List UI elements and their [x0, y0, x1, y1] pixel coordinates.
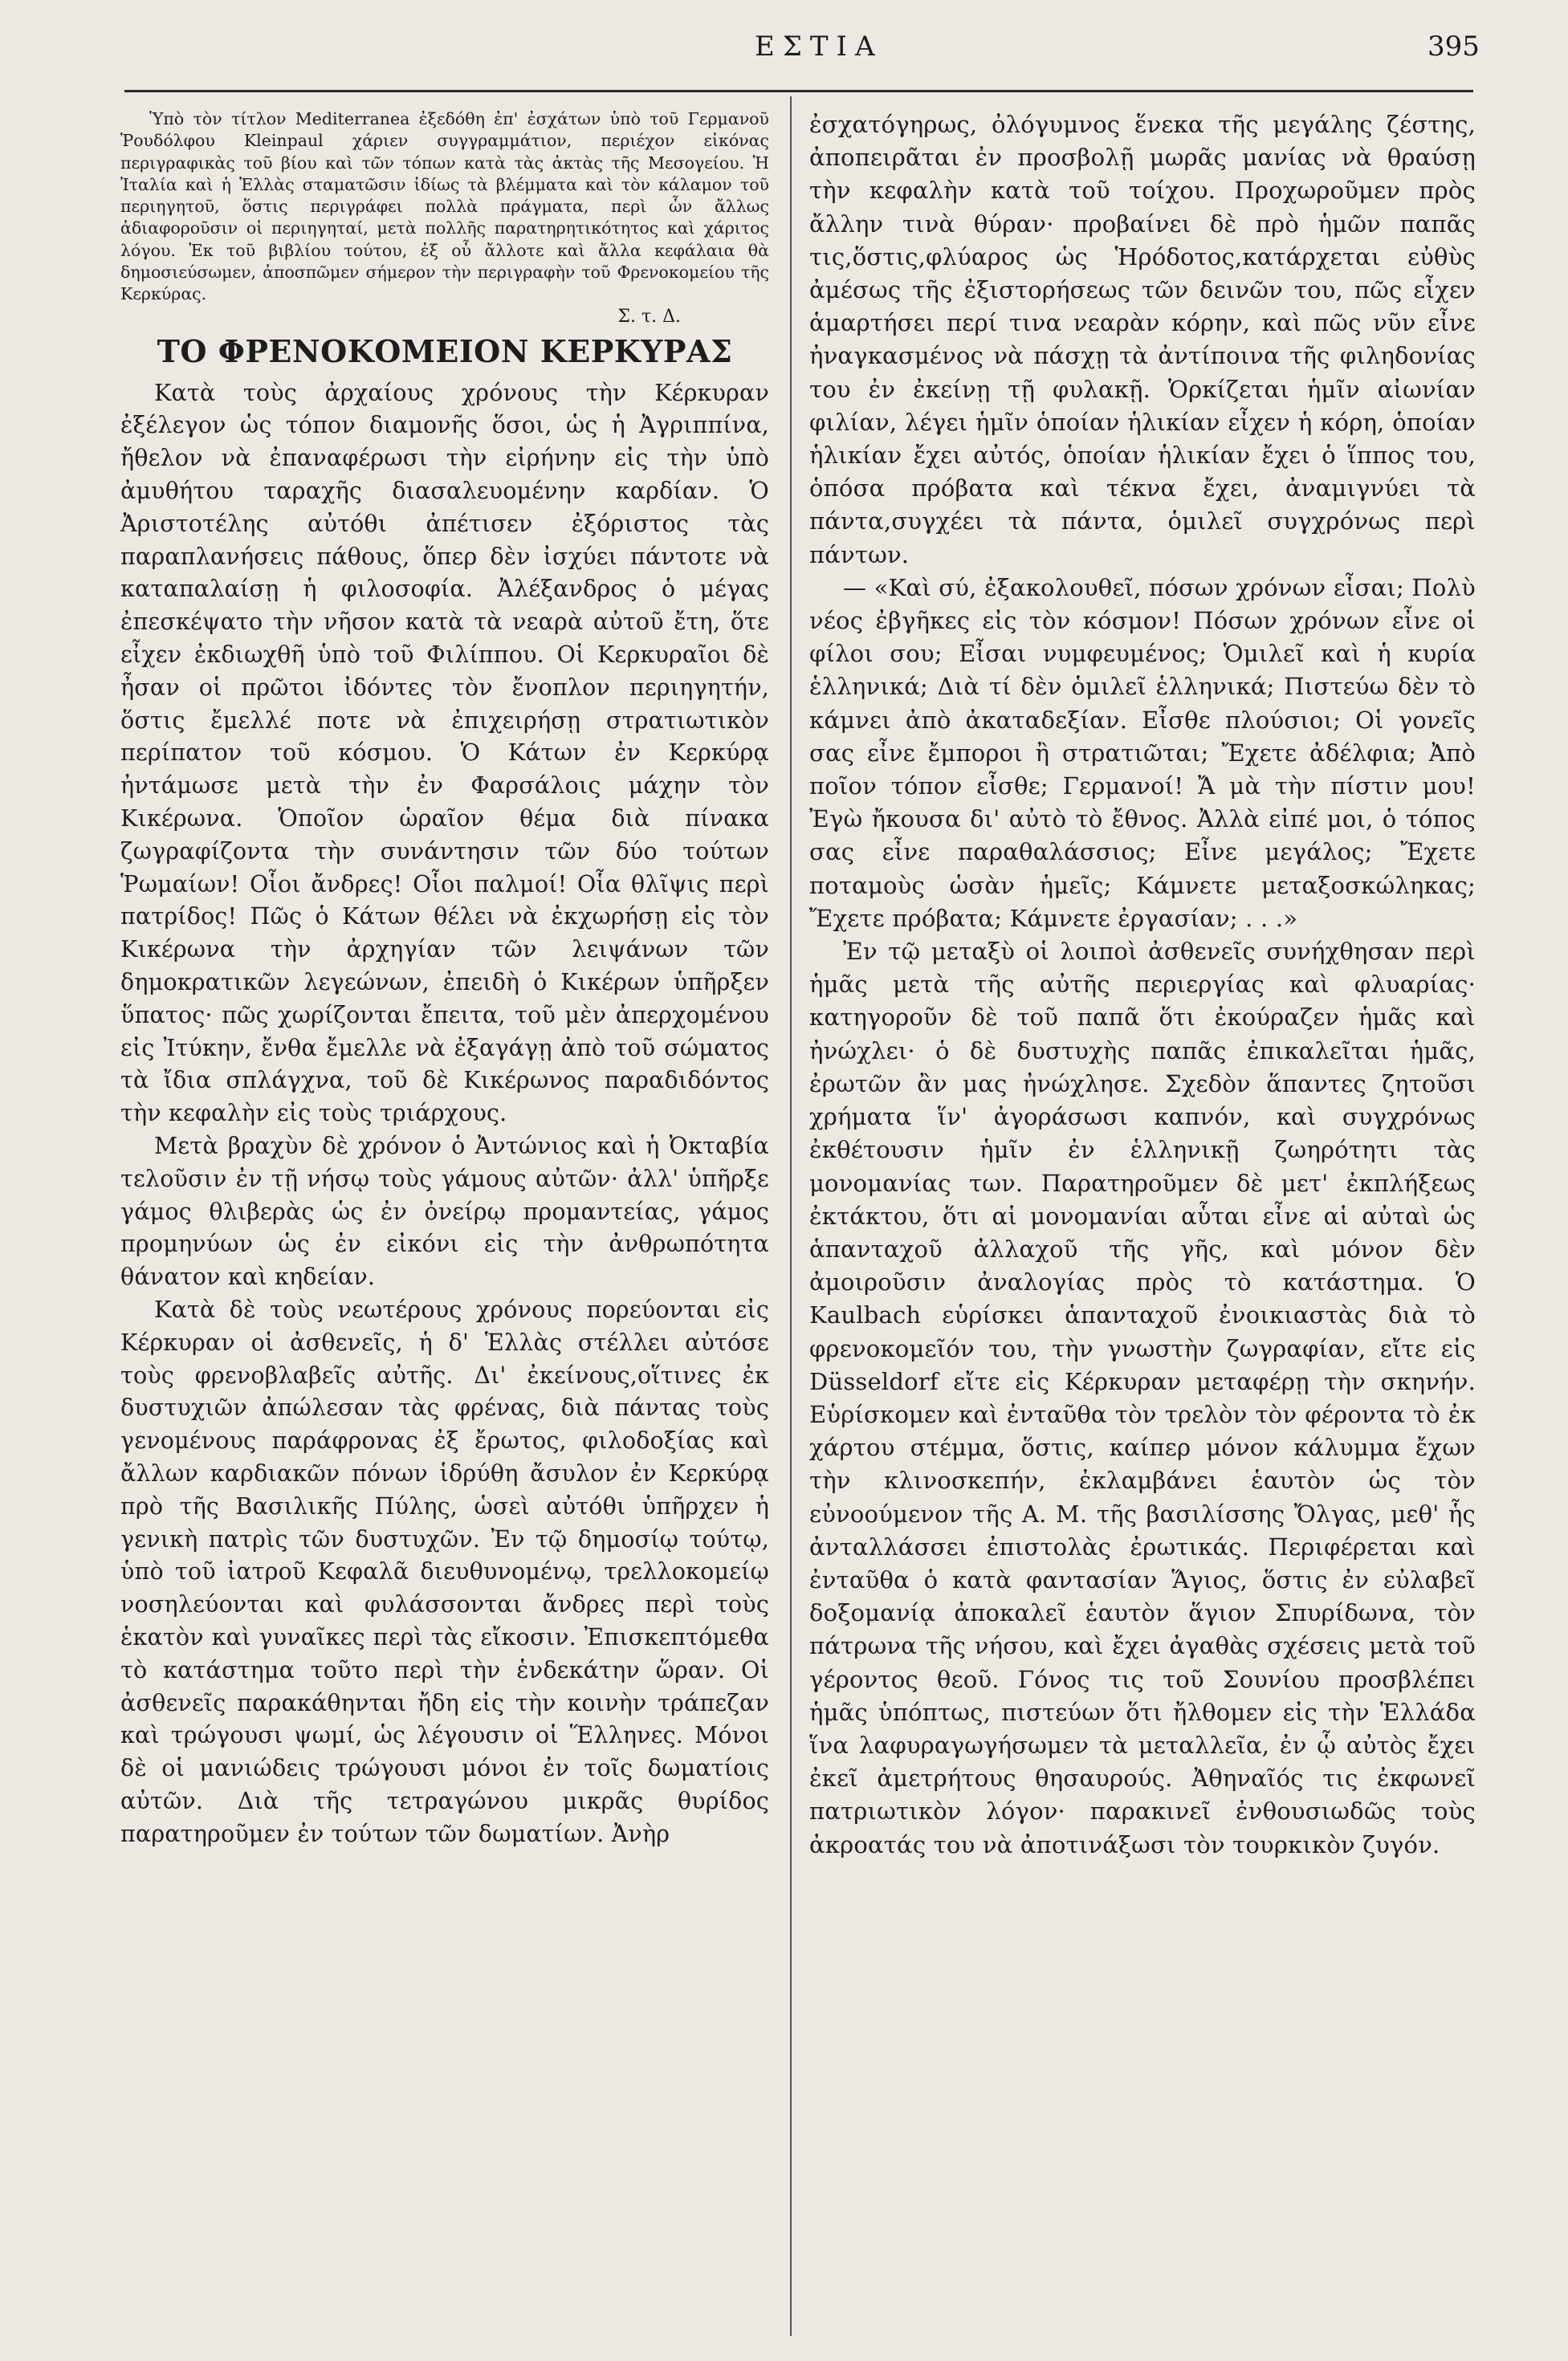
article-title: ΤΟ ΦΡΕΝΟΚΟΜΕΙΟΝ ΚΕΡΚΥΡΑΣ	[157, 332, 733, 369]
editor-signature: Σ. τ. Δ.	[617, 306, 681, 327]
journal-title: ΕΣΤΙΑ	[755, 31, 883, 63]
body-paragraph: ἐσχατόγηρως, ὀλόγυμνος ἕνεκα τῆς μεγάλης ζέστης, ἀποπειρᾶται ἐν προσβολῇ μωρᾶς μανίας νὰ θραύσῃ τὴν κεφαλὴν κατὰ τοῦ τοίχου. Προχωροῦμεν πρὸς ἄλλην τινὰ θύραν· προβαίνει δὲ πρὸ ἡμῶν παπᾶς τις,ὅστις,φλύαρος ὡς Ἡρόδοτος,κατάρχεται εὐθὺς ἀμέσως τῆς ἐξιστορήσεως τῶν δεινῶν του, πῶς εἶχεν ἁμαρτήσει περί τινα νεαρὰν κόρην, καὶ πῶς νῦν εἶνε ἠναγκασμένος νὰ πάσχῃ τὰ ἀντίποινα τῆς φιληδονίας του ἐν ἐκείνῃ τῇ φυλακῇ. Ὁρκίζεται ἡμῖν αἰωνίαν φιλίαν, λέγει ἡμῖν ὁποίαν ἡλικίαν εἶχεν ἡ κόρη, ὁποίαν ἡλικίαν ἔχει αὐτός, ὁποίαν ἡλικίαν ἔχει ὁ ἵππος του, ὁπόσα πρόβατα καὶ τέκνα ἔχει, ἀναμιγνύει τὰ πάντα,συγχέει τὰ πάντα, ὁμιλεῖ συγχρόνως περὶ πάντων.	[809, 111, 1476, 568]
page-number: 395	[1427, 31, 1480, 63]
running-head	[0, 31, 1568, 79]
left-column	[120, 108, 769, 1851]
body-paragraph: Κατὰ τοὺς ἀρχαίους χρόνους τὴν Κέρκυραν ἐξέλεγον ὡς τόπον διαμονῆς ὅσοι, ὡς ἡ Ἀγριππίνα, ἤθελον νὰ ἐπαναφέρωσι τὴν εἰρήνην εἰς τὴν ὑπὸ ἀμυθήτου ταραχῆς διασαλευομένην καρδίαν. Ὁ Ἀριστοτέλης αὐτόθι ἀπέτισεν ἐξόριστος τὰς παραπλανήσεις πάθους, ὅπερ δὲν ἰσχύει πάντοτε νὰ καταπαλαίσῃ ἡ φιλοσοφία. Ἀλέξανδρος ὁ μέγας ἐπεσκέψατο τὴν νῆσον κατὰ τὰ νεαρὰ αὐτοῦ ἔτη, ὅτε εἶχεν ἐκδιωχθῆ ὑπὸ τοῦ Φιλίππου. Οἱ Κερκυραῖοι δὲ ἦσαν οἱ πρῶτοι ἰδόντες τὸν ἔνοπλον περιηγητήν, ὅστις ἔμελλέ ποτε νὰ ἐπιχειρήσῃ στρατιωτικὸν περίπατον τοῦ κόσμου. Ὁ Κάτων ἐν Κερκύρᾳ ἠντάμωσε μετὰ τὴν ἐν Φαρσάλοις μάχην τὸν Κικέρωνα. Ὁποῖον ὡραῖον θέμα διὰ πίνακα ζωγραφίζοντα τὴν συνάντησιν τῶν δύο τούτων Ῥωμαίων! Οἷοι ἄνδρες! Οἷοι παλμοί! Οἷα θλῖψις περὶ πατρίδος! Πῶς ὁ Κάτων θέλει νὰ ἐκχωρήσῃ εἰς τὸν Κικέρωνα τὴν ἀρχηγίαν τῶν λειψάνων τῶν δημοκρατικῶν λεγεώνων, ἐπειδὴ ὁ Κικέρων ὑπῆρξεν ὕπατος· πῶς χωρίζονται ἔπειτα, τοῦ μὲν ἀπερχομένου εἰς Ἰτύκην, ἔνθα ἔμελλε νὰ ἐξαγάγῃ ἀπὸ τοῦ σώματος τὰ ἴδια σπλάγχνα, τοῦ δὲ Κικέρωνος παραδιδόντος τὴν κεφαλὴν εἰς τοὺς τριάρχους.	[120, 379, 769, 1127]
body-paragraph: Κατὰ δὲ τοὺς νεωτέρους χρόνους πορεύονται εἰς Κέρκυραν οἱ ἀσθενεῖς, ἡ δ' Ἑλλὰς στέλλει αὐτόσε τοὺς φρενοβλαβεῖς αὐτῆς. Δι' ἐκείνους,οἵτινες ἐκ δυστυχιῶν ἀπώλεσαν τὰς φρένας, διὰ πάντας τοὺς γενομένους παράφρονας ἐξ ἔρωτος, φιλοδοξίας καὶ ἄλλων καρδιακῶν πόνων ἱδρύθη ἄσυλον ἐν Κερκύρᾳ πρὸ τῆς Βασιλικῆς Πύλης, ὡσεὶ αὐτόθι ὑπῆρχεν ἡ γενικὴ πατρὶς τῶν δυστυχῶν. Ἐν τῷ δημοσίῳ τούτῳ, ὑπὸ τοῦ ἰατροῦ Κεφαλᾶ διευθυνομένῳ, τρελλοκομείῳ νοσηλεύονται καὶ φυλάσσονται ἄνδρες περὶ τοὺς ἑκατὸν καὶ γυναῖκες περὶ τὰς εἴκοσιν. Ἐπισκεπτόμεθα τὸ κατάστημα τοῦτο περὶ τὴν ἑνδεκάτην ὥραν. Οἱ ἀσθενεῖς παρακάθηνται ἤδη εἰς τὴν κοινὴν τράπεζαν καὶ τρώγουσι ψωμί, ὡς λέγουσιν οἱ Ἕλληνες. Μόνοι δὲ οἱ μανιώδεις τρώγουσι μόνοι ἐν τοῖς δωματίοις αὐτῶν. Διὰ τῆς τετραγώνου μικρᾶς θυρίδος παρατηροῦμεν ἐν τούτων τῶν δωματίων. Ἀνὴρ	[120, 1296, 769, 1847]
body-paragraph: Ἐν τῷ μεταξὺ οἱ λοιποὶ ἀσθενεῖς συνήχθησαν περὶ ἡμᾶς μετὰ τῆς αὐτῆς περιεργίας καὶ φλυαρίας· κατηγοροῦν δὲ τοῦ παπᾶ ὅτι ἐκούραζεν ἡμᾶς καὶ ἠνώχλει· ὁ δὲ δυστυχὴς παπᾶς ἐπικαλεῖται ἡμᾶς, ἐρωτῶν ἂν μας ἠνώχλησε. Σχεδὸν ἅπαντες ζητοῦσι χρήματα ἵν' ἀγοράσωσι καπνόν, καὶ συγχρόνως ἐκθέτουσιν ἡμῖν ἐν ἑλληνικῇ ζωηρότητι τὰς μονομανίας των. Παρατηροῦμεν δὲ μετ' ἐκπλήξεως ἐκτάκτου, ὅτι αἱ μονομανίαι αὗται εἶνε αἱ αὐταὶ ὡς ἁπανταχοῦ ἀλλαχοῦ τῆς γῆς, καὶ μόνον δὲν ἀμοιροῦσιν ἀναλογίας πρὸς τὸ κατάστημα. Ὁ Kaulbach εὑρίσκει ἁπανταχοῦ ἐνοικιαστὰς διὰ τὸ φρενοκομεῖόν του, τὴν γνωστὴν ζωγραφίαν, εἴτε εἰς Düsseldorf εἴτε εἰς Κέρκυραν μεταφέρῃ τὴν σκηνήν. Εὑρίσκομεν καὶ ἐνταῦθα τὸν τρελὸν τὸν φέροντα τὸ ἐκ χάρτου στέμμα, ὅστις, καίπερ μόνον κάλυμμα ἔχων τὴν κλινοσκεπήν, ἐκλαμβάνει ἑαυτὸν ὡς τὸν εὐνοούμενον τῆς Α. Μ. τῆς βασιλίσσης Ὄλγας, μεθ' ἧς ἀνταλλάσσει ἐπιστολὰς ἐρωτικάς. Περιφέρεται καὶ ἐνταῦθα ὁ κατὰ φαντασίαν Ἅγιος, ὅστις ἐν εὐλαβεῖ δοξομανίᾳ ἀποκαλεῖ ἑαυτὸν ἅγιον Σπυρίδωνα, τὸν πάτρωνα τῆς νήσου, καὶ ἔχει ἀγαθὰς σχέσεις μετὰ τοῦ γέροντος θεοῦ. Γόνος τις τοῦ Σουνίου προσβλέπει ἡμᾶς ὑπόπτως, πιστεύων ὅτι ἤλθομεν εἰς τὴν Ἑλλάδα ἵνα λαφυραγωγήσωμεν τὰ μεταλλεῖα, ἐν ᾧ αὐτὸς ἔχει ἐκεῖ ἀμετρήτους θησαυρούς. Ἀθηναῖός τις ἐκφωνεῖ πατριωτικὸν λόγον· παρακινεῖ ἐνθουσιωδῶς τοὺς ἀκροατάς του νὰ ἀποτινάξωσι τὸν τουρκικὸν ζυγόν.	[809, 938, 1476, 1858]
body-paragraph: Μετὰ βραχὺν δὲ χρόνον ὁ Ἀντώνιος καὶ ἡ Ὀκταβία τελοῦσιν ἐν τῇ νήσῳ τοὺς γάμους αὐτῶν· ἀλλ' ὑπῆρξε γάμος θλιβερὰς ὡς ἐν ὀνείρῳ προμαντείας, γάμος προμηνύων ὡς ἐν εἰκόνι εἰς τὴν ἀνθρωπότητα θάνατον καὶ κηδείαν.	[120, 1133, 769, 1291]
dialogue-paragraph: — «Καὶ σύ, ἐξακολουθεῖ, πόσων χρόνων εἶσαι; Πολὺ νέος ἐβγῆκες εἰς τὸν κόσμον! Πόσων χρόνων εἶνε οἱ φίλοι σου; Εἶσαι νυμφευμένος; Ὁμιλεῖ καὶ ἡ κυρία ἑλληνικά; Διὰ τί δὲν ὁμιλεῖ ἑλληνικά; Πιστεύω δὲν τὸ κάμνει ἀπὸ ἀκαταδεξίαν. Εἶσθε πλούσιοι; Οἱ γονεῖς σας εἶνε ἔμποροι ἢ στρατιῶται; Ἔχετε ἀδέλφια; Ἀπὸ ποῖον τόπον εἶσθε; Γερμανοί! Ἄ μὰ τὴν πίστιν μου! Ἐγὼ ἤκουσα δι' αὐτὸ τὸ ἔθνος. Ἀλλὰ εἰπέ μοι, ὁ τόπος σας εἶνε παραθαλάσσιος; Εἶνε μεγάλος; Ἔχετε ποταμοὺς ὡσὰν ἡμεῖς; Κάμνετε μεταξοσκώληκας; Ἔχετε πρόβατα; Κάμνετε ἐργασίαν; . . .»	[809, 573, 1476, 932]
header-rule	[124, 90, 1473, 92]
editor-intro-note: Ὑπὸ τὸν τίτλον Mediterranea ἐξεδόθη ἐπ' ἐσχάτων ὑπὸ τοῦ Γερμανοῦ Ῥουδόλφου Kleinpaul χάριεν συγγραμμάτιον, περιέχον εἰκόνας περιγραφικὰς τοῦ βίου καὶ τῶν τόπων κατὰ τὰς ἀκτὰς τῆς Μεσογείου. Ἡ Ἰταλία καὶ ἡ Ἑλλὰς σταματῶσιν ἰδίως τὰ βλέμματα καὶ τὸν κάλαμον τοῦ περιηγητοῦ, ὅστις περιγράφει πολλὰ πράγματα, περὶ ὧν ἄλλως ἀδιαφοροῦσιν οἱ περιηγηταί, μετὰ πολλῆς παρατηρητικότητος καὶ χάριτος λόγου. Ἐκ τοῦ βιβλίου τούτου, ἐξ οὗ ἄλλοτε καὶ ἄλλα κεφάλαια θὰ δημοσιεύσωμεν, ἀποσπῶμεν σήμερον τὴν περιγραφὴν τοῦ Φρενοκομείου τῆς Κερκύρας.	[120, 109, 769, 304]
right-column	[809, 108, 1476, 1862]
column-divider	[790, 96, 792, 2336]
